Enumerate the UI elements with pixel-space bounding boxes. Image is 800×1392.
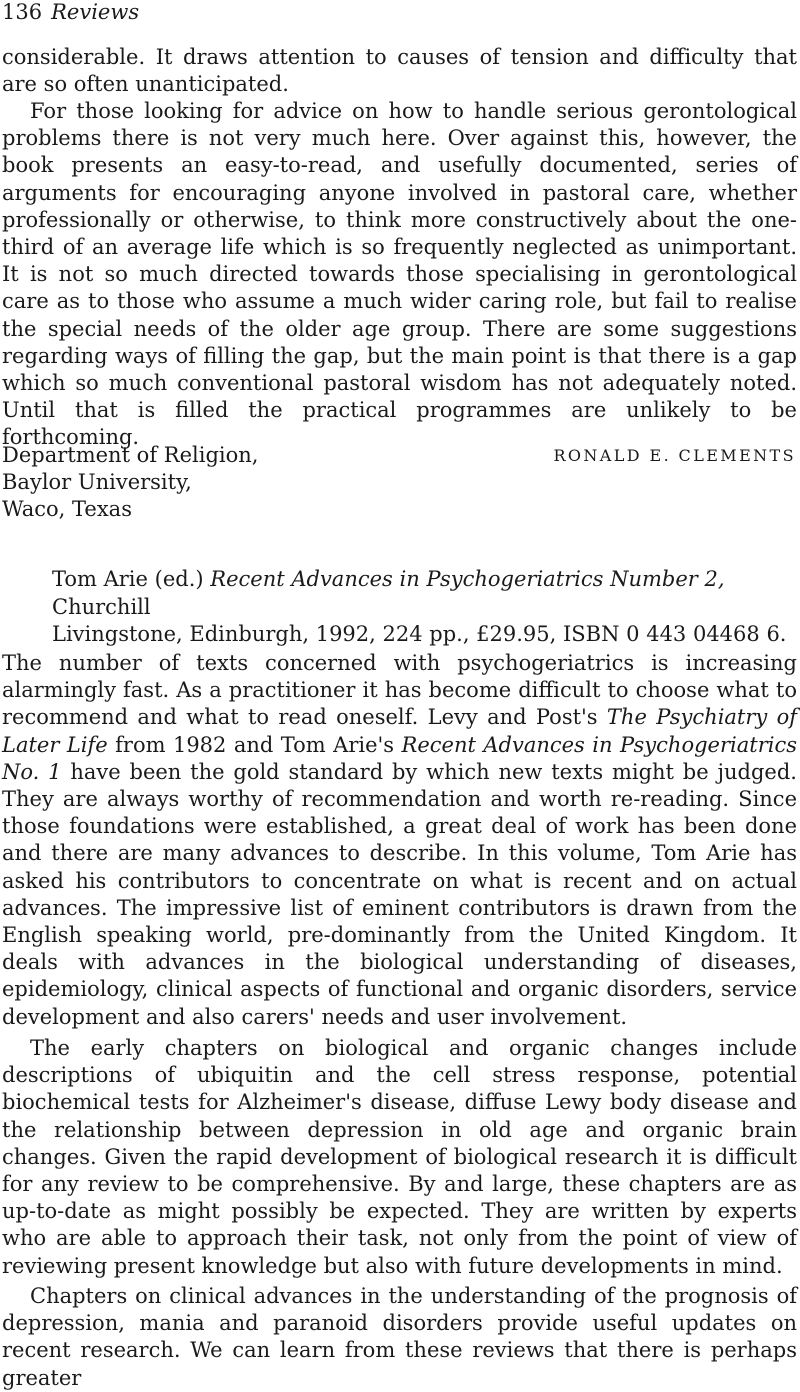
- p1-text-c: have been the gold standard by which new texts might be judged. They are always worthy of recommendation and worth re-reading. Since those foundations were established, a great deal of work has been done and there are many advances to describe. In this volume, Tom Arie has asked his contributors to concentrate on what is recent and on actual advances. The impressive list of eminent contributors is drawn from the English speaking world, pre-dominantly from the United Kingdom. It deals with advances in the biological understanding of diseases, epidemiology, clinical aspects of functional and organic disorders, service development and also carers' needs and user involvement.: [2, 759, 797, 1029]
- section-title: Reviews: [51, 0, 140, 24]
- review2-paragraph-2: The early chapters on biological and organic changes include descriptions of ubiquitin and the cell stress response, potential biochemical tests for Alzheimer's disease, diffuse Lewy body disease and the relationship between depression in old age and organic brain changes. Given the rapid development of biological research it is difficult for any review to be comprehensive. By and large, these chapters are as up-to-date as might possibly be expected. They are written by experts who are able to approach their task, not only from the point of view of reviewing present knowledge but also with future developments in mind.: [2, 1036, 797, 1278]
- running-head: [2, 0, 139, 24]
- p1-book-title-1: The Psychiatry of Later Life: [2, 705, 798, 757]
- p1-book-title-2: Recent Advances in Psychogeriatrics No. 1: [2, 732, 797, 784]
- reviewer-location: Waco, Texas: [2, 497, 132, 521]
- review1-paragraph-last: For those looking for advice on how to handle serious gerontological problems there is not very much here. Over against this, however, the book presents an easy-to-read, and usefully documented, series of arguments for encouraging anyone involved in pastoral care, whether professionally or otherwise, to think more constructively about the one-third of an average life which is so frequently neglected as unimportant. It is not so much directed towards those specialising in gerontological care as to those who assume a much wider caring role, but fail to realise the special needs of the older age group. There are some suggestions regarding ways of filling the gap, but the main point is that there is a gap which so much conventional pastoral wisdom has not adequately noted. Until that is filled the practical programmes are unlikely to be forthcoming.: [2, 99, 797, 450]
- citation-publisher-2: Livingstone, Edinburgh, 1992, 224 pp., £29.95, ISBN 0 443 04468 6.: [52, 622, 787, 646]
- book-citation: [52, 566, 792, 649]
- citation-editor: Tom Arie (ed.): [52, 567, 204, 591]
- review2-paragraph-3: Chapters on clinical advances in the understanding of the prognosis of depression, mania and paranoid disorders provide useful updates on recent research. We can learn from these reviews that there is perhaps greater: [2, 1284, 797, 1390]
- citation-publisher-1: Churchill: [52, 594, 151, 619]
- page-number: 136: [2, 0, 43, 24]
- citation-title: Recent Advances in Psychogeriatrics Number 2,: [210, 567, 725, 591]
- p1-text-b: from 1982 and Tom Arie's: [115, 732, 395, 757]
- review2-paragraph-1: [2, 650, 797, 1031]
- reviewer-department: Department of Religion,: [2, 443, 259, 467]
- p1-text-a: The number of texts concerned with psychogeriatrics is increasing alarmingly fast. As a practitioner it has become difficult to choose what to recommend and what to read oneself. Levy and Post's: [2, 651, 797, 730]
- reviewer-university: Baylor University,: [2, 470, 192, 494]
- reviewer-name: RONALD E. CLEMENTS: [553, 446, 796, 465]
- review1-paragraph-end: considerable. It draws attention to causes of tension and difficulty that are so often unanticipated.: [2, 45, 797, 97]
